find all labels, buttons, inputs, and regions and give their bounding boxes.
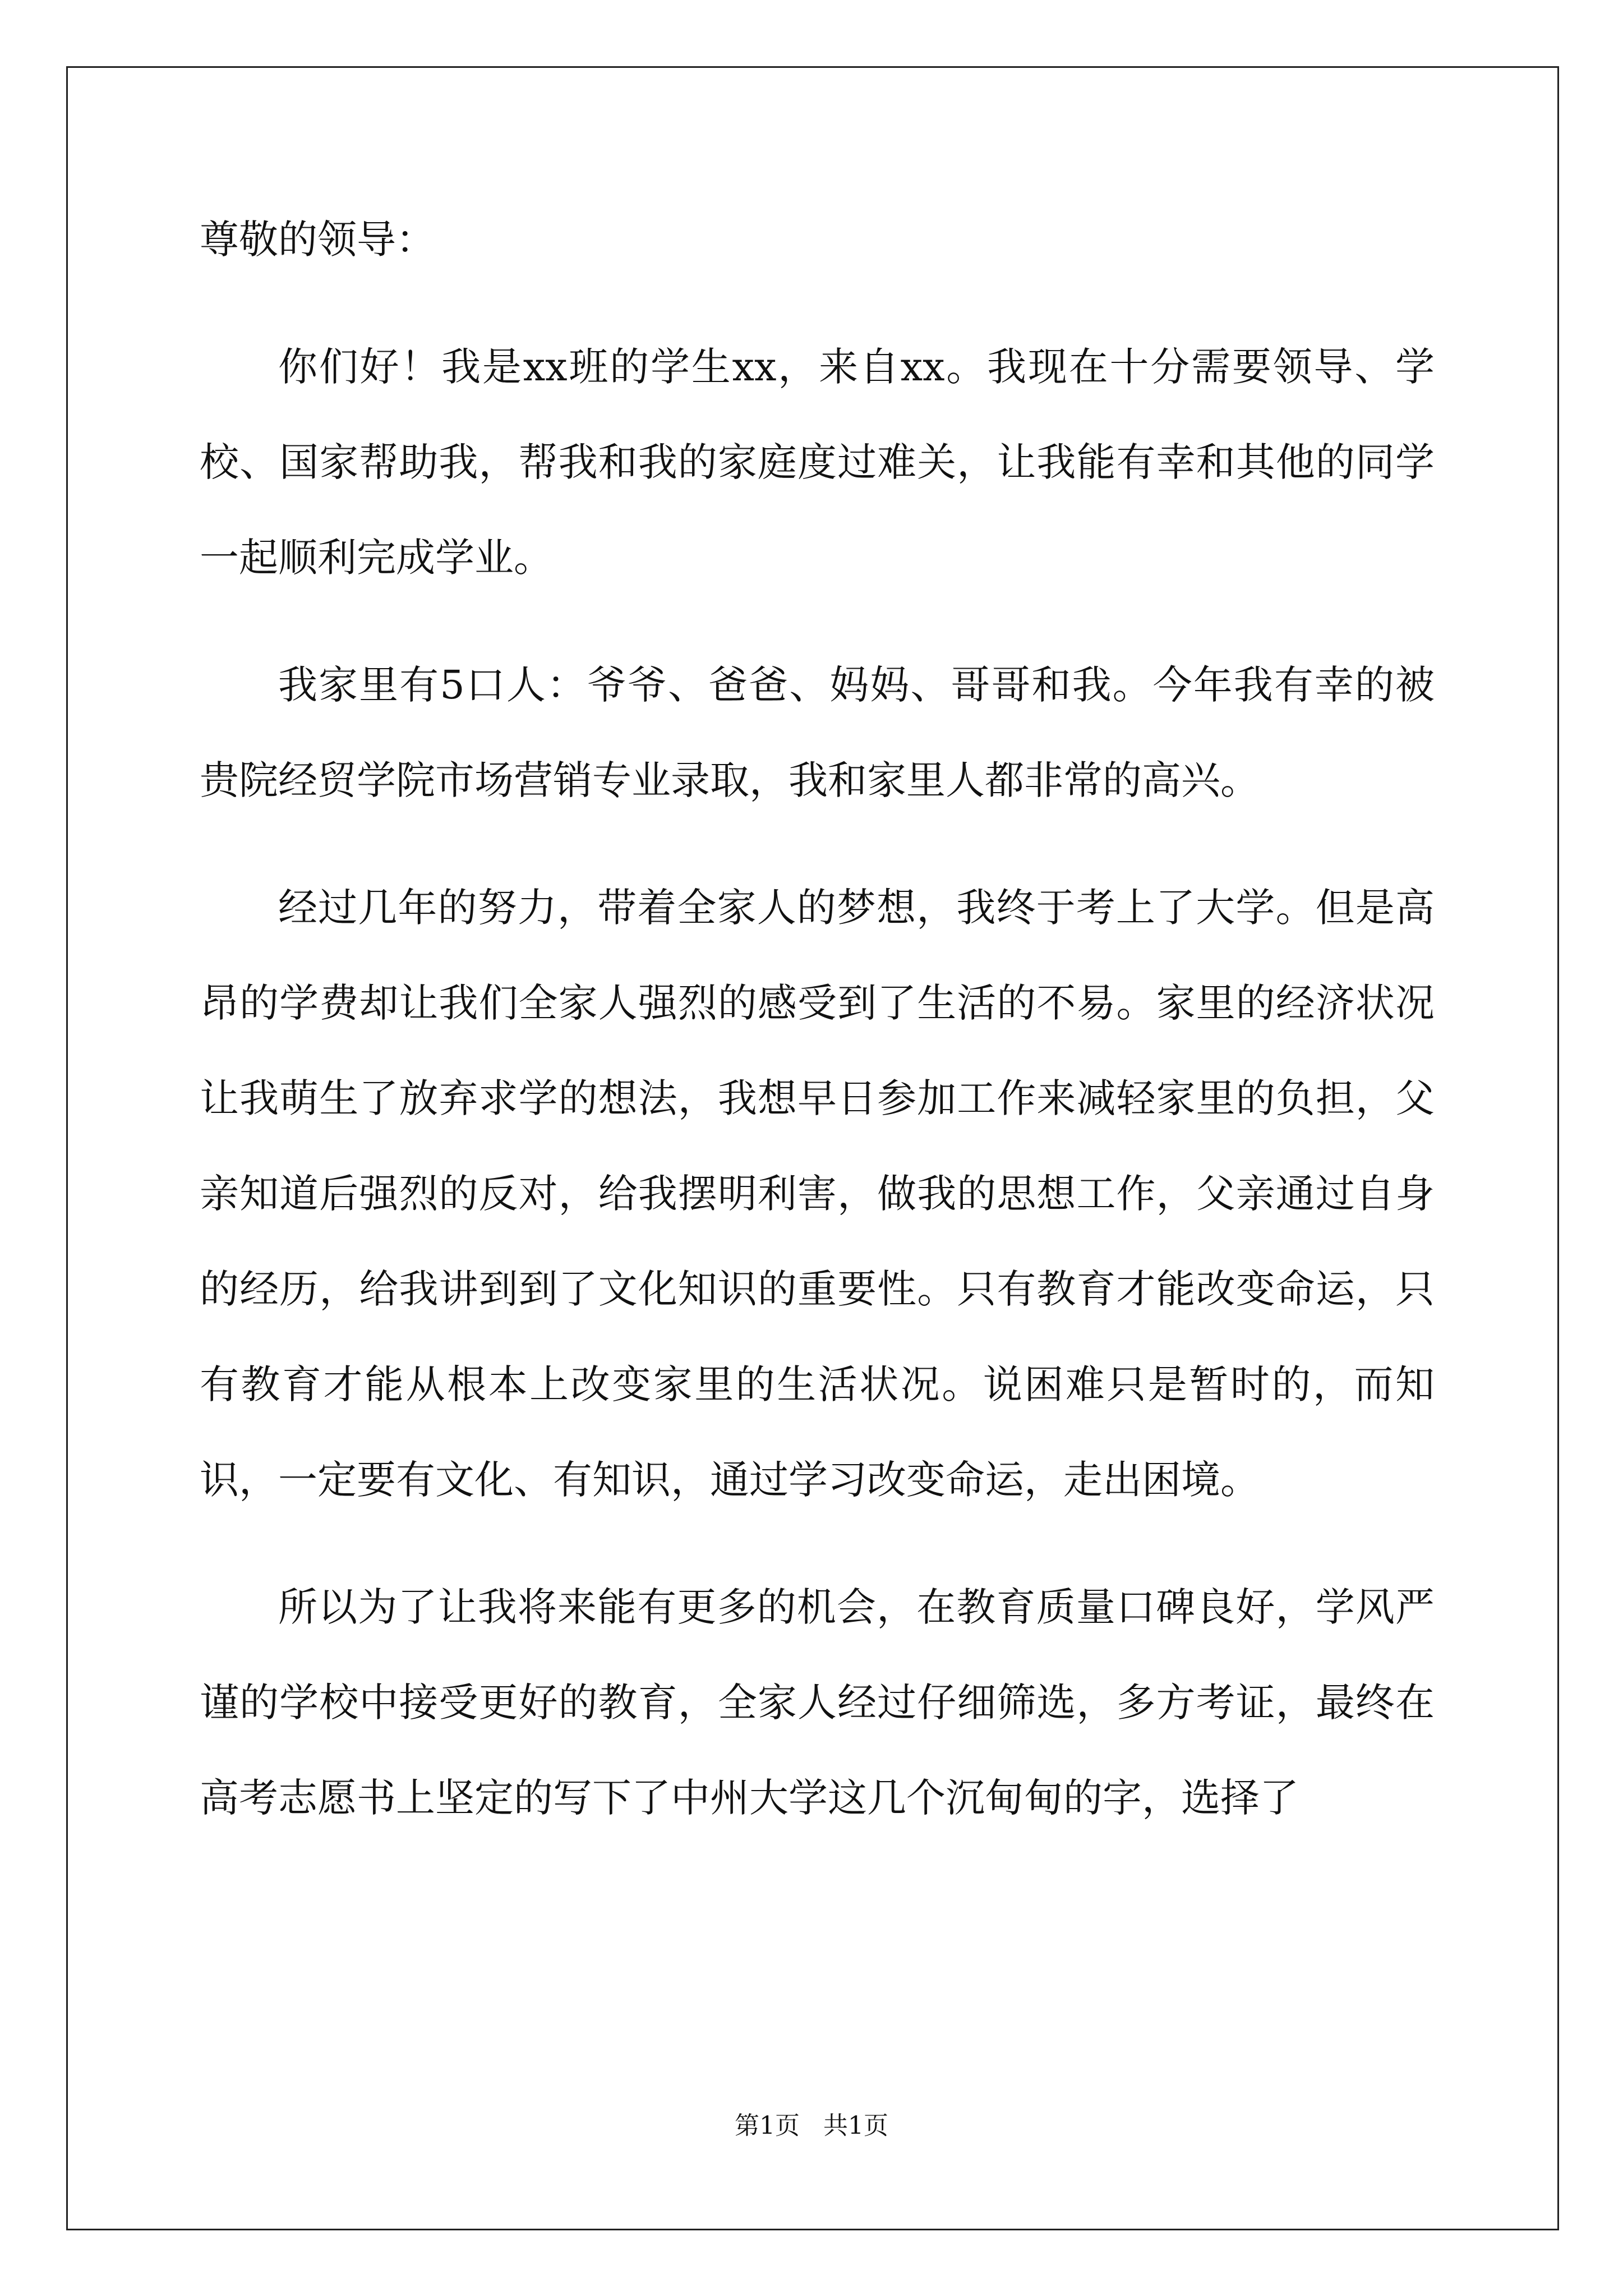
paragraph-4: 所以为了让我将来能有更多的机会，在教育质量口碑良好，学风严谨的学校中接受更好的教育，全家人经过仔细筛选，多方考证，最终在高考志愿书上坚定的写下了中州大学这几个沉甸甸的字，选择了 xyxy=(200,1584,1435,1821)
page-number: 第1页 xyxy=(735,2111,800,2140)
salutation: 尊敬的领导： xyxy=(200,217,435,263)
page-total: 共1页 xyxy=(823,2111,888,2140)
paragraph-2: 我家里有5口人：爷爷、爸爸、妈妈、哥哥和我。今年我有幸的被贵院经贸学院市场营销专业录取，我和家里人都非常的高兴。 xyxy=(200,662,1435,803)
paragraph-1: 你们好！我是xx班的学生xx，来自xx。我现在十分需要领导、学校、国家帮助我，帮我和我的家庭度过难关，让我能有幸和其他的同学一起顺利完成学业。 xyxy=(200,344,1435,581)
page-footer xyxy=(0,2109,1623,2143)
document-body xyxy=(200,192,1435,1878)
paragraph-3: 经过几年的努力，带着全家人的梦想，我终于考上了大学。但是高昂的学费却让我们全家人强烈的感受到了生活的不易。家里的经济状况让我萌生了放弃求学的想法，我想早日参加工作来减轻家里的负担，父亲知道后强烈的反对，给我摆明利害，做我的思想工作，父亲通过自身的经历，给我讲到到了文化知识的重要性。只有教育才能改变命运，只有教育才能从根本上改变家里的生活状况。说困难只是暂时的，而知识，一定要有文化、有知识，通过学习改变命运，走出困境。 xyxy=(200,885,1435,1503)
